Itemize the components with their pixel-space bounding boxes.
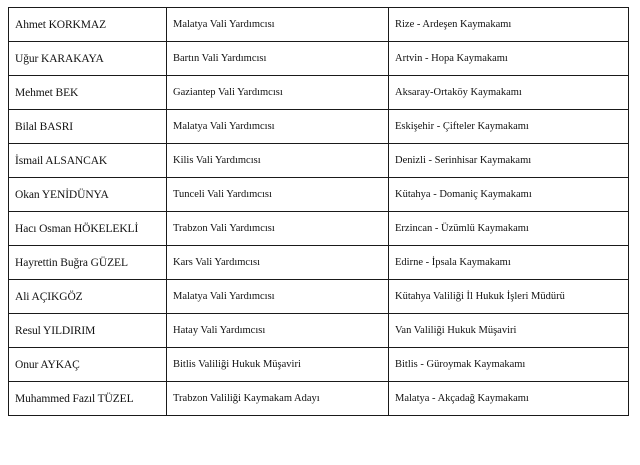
table-row	[9, 382, 629, 416]
table-row	[9, 178, 629, 212]
new-position-cell: Bitlis - Güroymak Kaymakamı	[389, 348, 629, 382]
name-cell: Uğur KARAKAYA	[9, 42, 167, 76]
name-cell: Okan YENİDÜNYA	[9, 178, 167, 212]
table-row	[9, 110, 629, 144]
name-cell: Bilal BASRI	[9, 110, 167, 144]
previous-position-cell: Gaziantep Vali Yardımcısı	[167, 76, 389, 110]
previous-position-cell: Trabzon Valiliği Kaymakam Adayı	[167, 382, 389, 416]
previous-position-cell: Malatya Vali Yardımcısı	[167, 8, 389, 42]
appointments-table-body	[9, 8, 629, 416]
name-cell: Onur AYKAÇ	[9, 348, 167, 382]
table-row	[9, 348, 629, 382]
new-position-cell: Erzincan - Üzümlü Kaymakamı	[389, 212, 629, 246]
table-row	[9, 212, 629, 246]
previous-position-cell: Hatay Vali Yardımcısı	[167, 314, 389, 348]
previous-position-cell: Bartın Vali Yardımcısı	[167, 42, 389, 76]
new-position-cell: Kütahya - Domaniç Kaymakamı	[389, 178, 629, 212]
new-position-cell: Kütahya Valiliği İl Hukuk İşleri Müdürü	[389, 280, 629, 314]
previous-position-cell: Bitlis Valiliği Hukuk Müşaviri	[167, 348, 389, 382]
name-cell: Resul YILDIRIM	[9, 314, 167, 348]
new-position-cell: Eskişehir - Çifteler Kaymakamı	[389, 110, 629, 144]
previous-position-cell: Malatya Vali Yardımcısı	[167, 280, 389, 314]
table-row	[9, 144, 629, 178]
name-cell: Hayrettin Buğra GÜZEL	[9, 246, 167, 280]
name-cell: Ali AÇIKGÖZ	[9, 280, 167, 314]
new-position-cell: Malatya - Akçadağ Kaymakamı	[389, 382, 629, 416]
new-position-cell: Denizli - Serinhisar Kaymakamı	[389, 144, 629, 178]
new-position-cell: Edirne - İpsala Kaymakamı	[389, 246, 629, 280]
name-cell: Muhammed Fazıl TÜZEL	[9, 382, 167, 416]
table-row	[9, 246, 629, 280]
name-cell: Ahmet KORKMAZ	[9, 8, 167, 42]
name-cell: Hacı Osman HÖKELEKLİ	[9, 212, 167, 246]
new-position-cell: Rize - Ardeşen Kaymakamı	[389, 8, 629, 42]
new-position-cell: Aksaray-Ortaköy Kaymakamı	[389, 76, 629, 110]
appointments-table	[8, 7, 629, 416]
previous-position-cell: Trabzon Vali Yardımcısı	[167, 212, 389, 246]
previous-position-cell: Kars Vali Yardımcısı	[167, 246, 389, 280]
name-cell: İsmail ALSANCAK	[9, 144, 167, 178]
new-position-cell: Van Valiliği Hukuk Müşaviri	[389, 314, 629, 348]
previous-position-cell: Kilis Vali Yardımcısı	[167, 144, 389, 178]
table-row	[9, 76, 629, 110]
table-row	[9, 314, 629, 348]
table-row	[9, 8, 629, 42]
name-cell: Mehmet BEK	[9, 76, 167, 110]
table-row	[9, 280, 629, 314]
previous-position-cell: Tunceli Vali Yardımcısı	[167, 178, 389, 212]
previous-position-cell: Malatya Vali Yardımcısı	[167, 110, 389, 144]
table-row	[9, 42, 629, 76]
new-position-cell: Artvin - Hopa Kaymakamı	[389, 42, 629, 76]
